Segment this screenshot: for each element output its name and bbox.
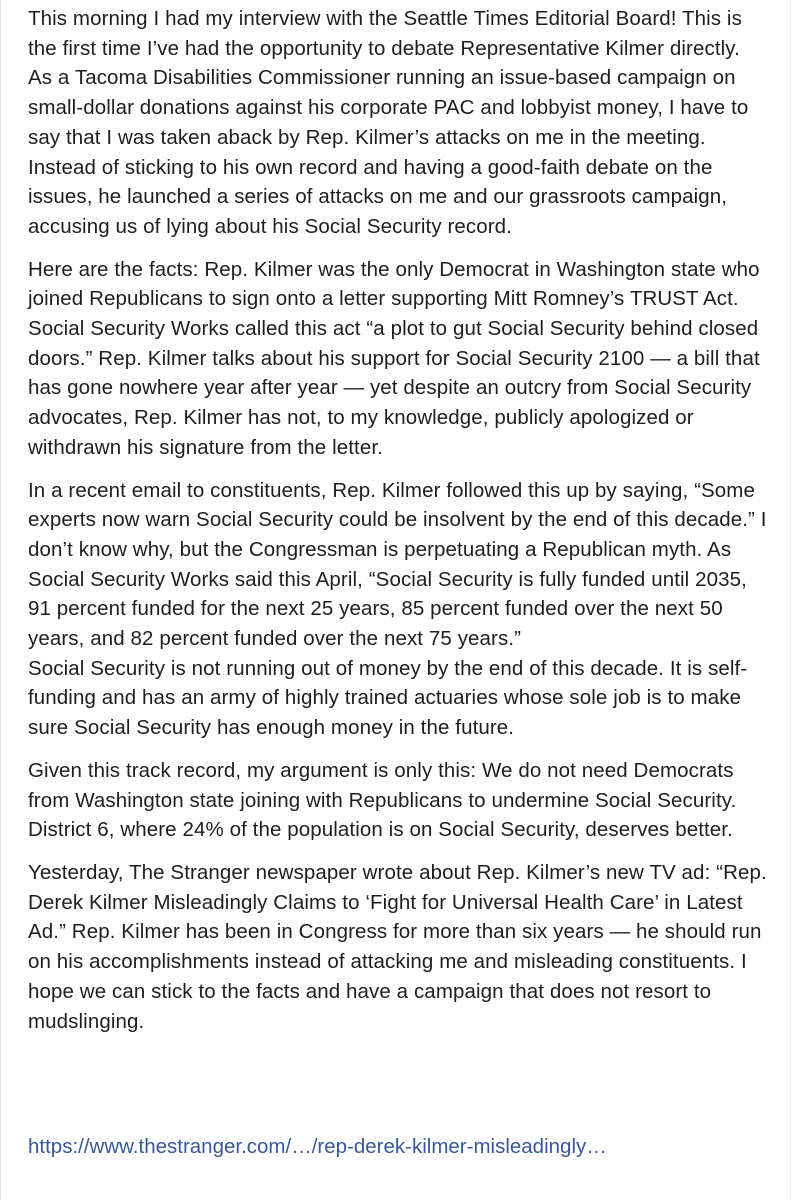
post-paragraph: Given this track record, my argument is only this: We do not need Democrats from Washington state joining with Republicans to undermine Social Security. District 6, where 24% of the population is on Social Security, deserves better. bbox=[28, 758, 737, 842]
post-paragraph: Here are the facts: Rep. Kilmer was the only Democrat in Washington state who joined Republicans to sign onto a letter supporting Mitt Romney’s TRUST Act. Social Security Works called this act “a plot to gut Social Security behind closed doors.” Rep. Kilmer talks about his support for Social Security 2100 — a bill that has gone nowhere year after year — yet despite an outcry from Social Security advocates, Rep. Kilmer has not, to my knowledge, publicly apologized or withdrawn his signature from the letter. bbox=[28, 257, 760, 459]
post-paragraph: Yesterday, The Stranger newspaper wrote about Rep. Kilmer’s new TV ad: “Rep. Derek Kilmer Misleadingly Claims to ‘Fight for Universal Health Care’ in Latest Ad.” Rep. Kilmer has been in Congress for more than six years — he should run on his accomplishments instead of attacking me and misleading constituents. I hope we can stick to the facts and have a campaign that does not resort to mudslinging. bbox=[28, 860, 767, 1033]
post-paragraph: This morning I had my interview with the Seattle Times Editorial Board! This is the first time I’ve had the opportunity to debate Representative Kilmer directly. As a Tacoma Disabilities Commissioner running an issue-based campaign on small-dollar donations against his corporate PAC and lobbyist money, I have to say that I was taken aback by Rep. Kilmer’s attacks on me in the meeting. Instead of sticking to his own record and having a good-faith debate on the issues, he launched a series of attacks on me and our grassroots campaign, accusing us of lying about his Social Security record. bbox=[28, 7, 749, 238]
post-paragraph: Social Security is not running out of money by the end of this decade. It is self-funding and has an army of highly trained actuaries whose sole job is to make sure Social Security has enough money in the future. bbox=[28, 656, 748, 740]
post-paragraph: In a recent email to constituents, Rep. Kilmer followed this up by saying, “Some experts now warn Social Security could be insolvent by the end of this decade.” I don’t know why, but the Congressman is perpetuating a Republican myth. As Social Security Works said this April, “Social Security is fully funded until 2035, 91 percent funded for the next 25 years, 85 percent funded over the next 50 years, and 82 percent funded over the next 75 years.” bbox=[28, 478, 767, 651]
post-body bbox=[28, 4, 768, 1049]
article-link[interactable]: https://www.thestranger.com/…/rep-derek-kilmer-misleadingly… bbox=[28, 1135, 607, 1158]
